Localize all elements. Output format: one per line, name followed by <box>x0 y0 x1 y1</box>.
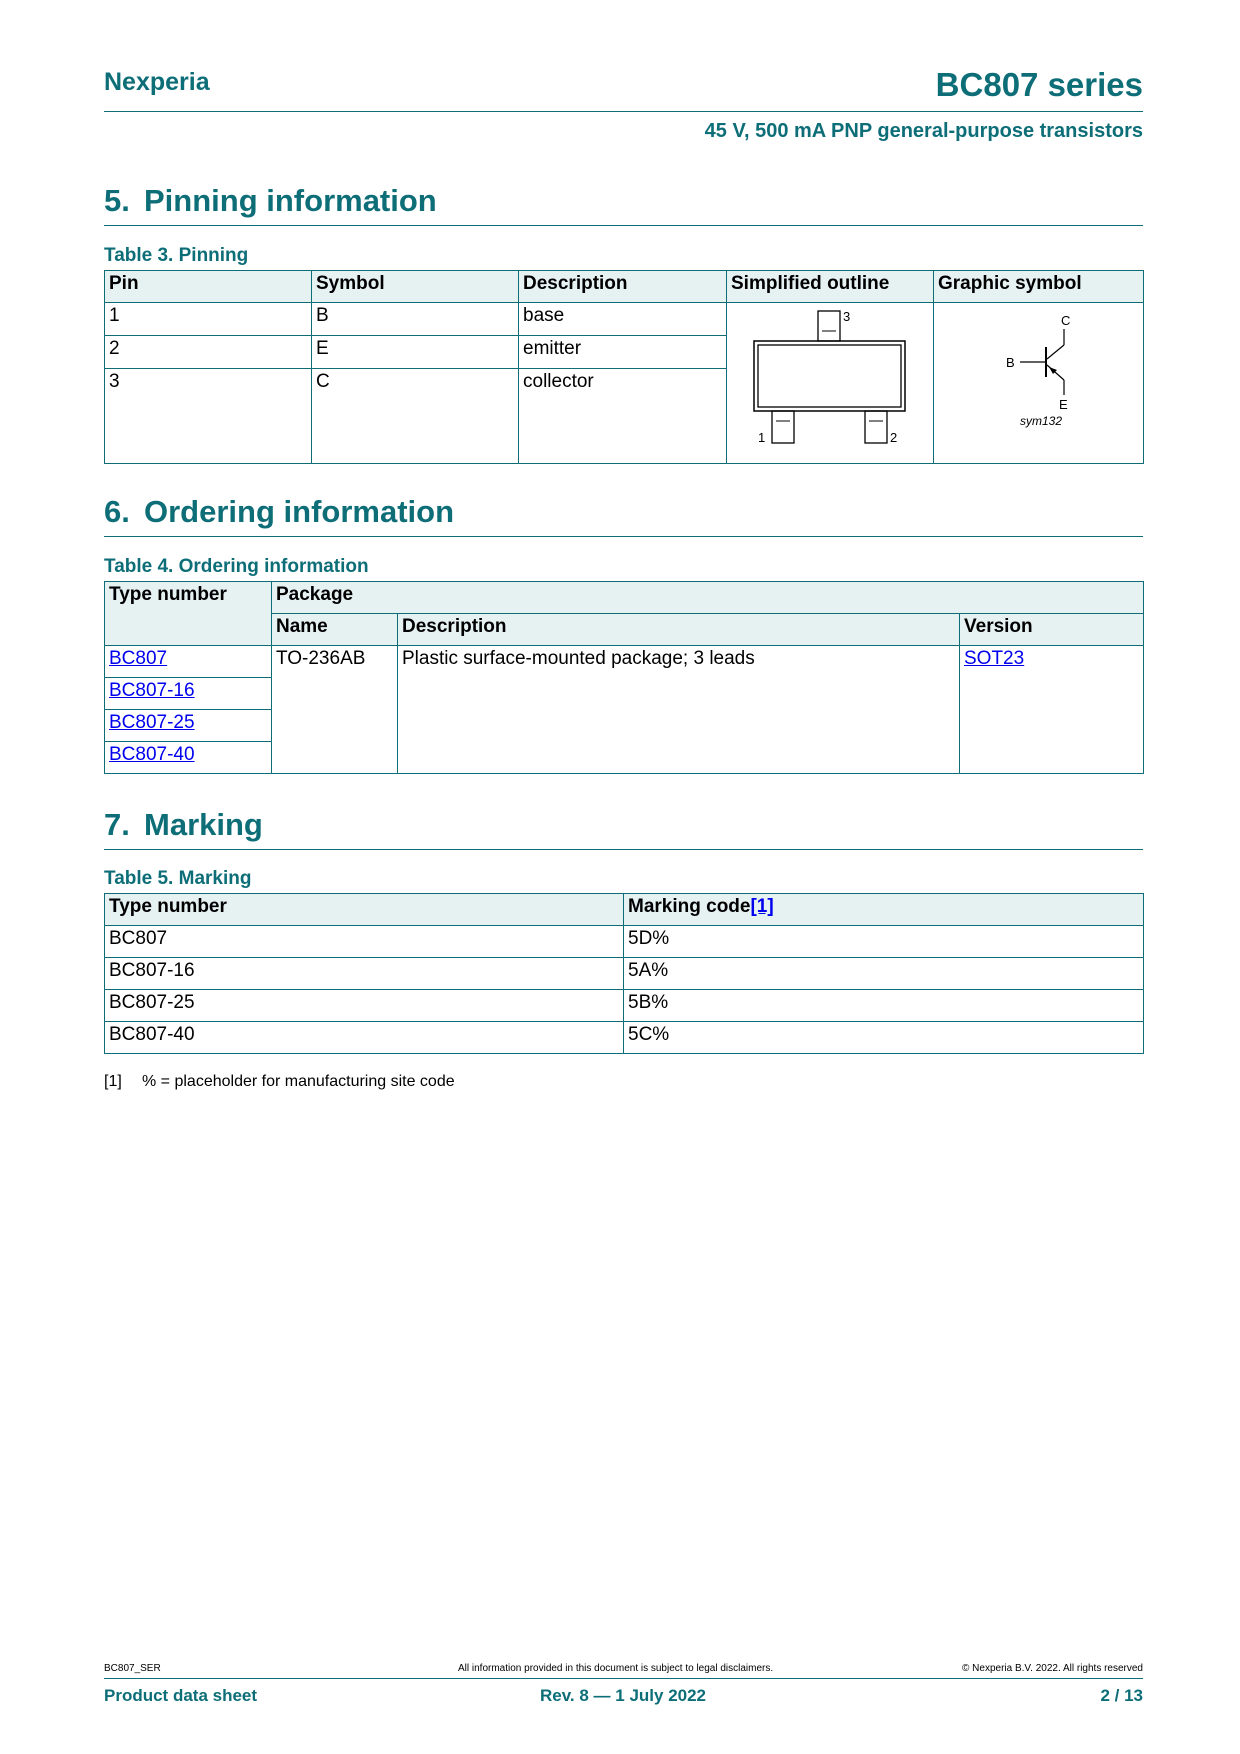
type-number-cell: BC807-40 <box>105 1022 624 1054</box>
footer-document-type: Product data sheet <box>104 1686 258 1705</box>
column-header: Description <box>398 614 960 646</box>
column-header: Name <box>272 614 398 646</box>
footer-rule <box>104 1678 1143 1679</box>
column-header: Pin <box>105 271 312 303</box>
package-name-cell: TO-236AB <box>272 646 398 774</box>
marking-code-cell: 5C% <box>624 1022 1144 1054</box>
type-number-cell <box>105 646 272 678</box>
table-row <box>105 1022 1144 1054</box>
footer-page-number: 2 / 13 <box>1100 1686 1143 1705</box>
column-header: Simplified outline <box>727 271 934 303</box>
pin1-label: 1 <box>758 430 766 445</box>
column-header: Package <box>272 582 1144 614</box>
type-number-link[interactable]: BC807-16 <box>109 680 195 701</box>
sot23-outline-drawing <box>727 303 933 457</box>
section-title: Pinning information <box>144 183 437 218</box>
description-cell: base <box>519 303 727 336</box>
section-heading-pinning <box>104 183 1143 226</box>
section-number: 7. <box>104 807 130 842</box>
column-header: Version <box>960 614 1144 646</box>
column-header: Type number <box>105 894 624 926</box>
pin2-label: 2 <box>890 430 898 445</box>
footnote-number: [1] <box>104 1073 122 1090</box>
type-number-cell <box>105 742 272 774</box>
type-number-link[interactable]: BC807-40 <box>109 744 195 765</box>
marking-code-cell: 5B% <box>624 990 1144 1022</box>
column-header: Symbol <box>312 271 519 303</box>
footnote-text: % = placeholder for manufacturing site code <box>142 1073 455 1090</box>
footer-copyright: © Nexperia B.V. 2022. All rights reserved <box>962 1663 1143 1674</box>
type-number-cell <box>105 678 272 710</box>
table-header-row <box>105 894 1144 926</box>
marking-code-cell: 5D% <box>624 926 1144 958</box>
type-number-cell: BC807-16 <box>105 958 624 990</box>
pin-cell: 2 <box>105 336 312 369</box>
symbol-reference: sym132 <box>1020 414 1063 428</box>
type-number-cell: BC807-25 <box>105 990 624 1022</box>
column-header: Description <box>519 271 727 303</box>
document-title: BC807 series <box>935 66 1143 103</box>
brand-name: Nexperia <box>104 68 210 96</box>
type-number-cell <box>105 710 272 742</box>
column-header: Type number <box>105 582 272 646</box>
column-header <box>624 894 1144 926</box>
footer-revision: Rev. 8 — 1 July 2022 <box>540 1686 707 1705</box>
table-row <box>105 646 1144 678</box>
table-caption-ordering: Table 4. Ordering information <box>104 556 369 577</box>
column-header: Graphic symbol <box>934 271 1144 303</box>
table-header-row <box>105 271 1144 303</box>
symbol-cell: B <box>312 303 519 336</box>
marking-table <box>104 893 1144 1054</box>
description-cell: collector <box>519 369 727 464</box>
package-body-inner <box>758 345 901 407</box>
pinning-table <box>104 270 1144 464</box>
collector-label: C <box>1061 313 1071 328</box>
table-row <box>105 958 1144 990</box>
ordering-table <box>104 581 1144 774</box>
package-version-link[interactable]: SOT23 <box>964 648 1025 669</box>
base-label: B <box>1006 355 1015 370</box>
table-row <box>105 926 1144 958</box>
header-rule <box>104 111 1143 112</box>
pnp-transistor-symbol <box>934 303 1143 457</box>
description-cell: emitter <box>519 336 727 369</box>
marking-code-cell: 5A% <box>624 958 1144 990</box>
pin-cell: 3 <box>105 369 312 464</box>
pin1-lead <box>772 411 794 443</box>
section-number: 6. <box>104 494 130 529</box>
marking-code-header-label: Marking code <box>628 896 751 917</box>
type-number-link[interactable]: BC807 <box>109 648 168 669</box>
pin3-label: 3 <box>843 309 851 324</box>
section-heading-marking <box>104 807 1143 850</box>
package-description-cell: Plastic surface-mounted package; 3 leads <box>398 646 960 774</box>
table-caption-marking: Table 5. Marking <box>104 868 252 889</box>
footer-document-id: BC807_SER <box>104 1663 161 1674</box>
pin3-lead <box>818 311 840 341</box>
type-number-cell: BC807 <box>105 926 624 958</box>
simplified-outline-cell <box>727 303 934 464</box>
symbol-cell: E <box>312 336 519 369</box>
document-subtitle: 45 V, 500 mA PNP general-purpose transistors <box>704 120 1143 142</box>
table-caption-pinning: Table 3. Pinning <box>104 245 249 266</box>
section-number: 5. <box>104 183 130 218</box>
graphic-symbol-cell <box>934 303 1144 464</box>
table-row <box>105 990 1144 1022</box>
footnote <box>104 1073 455 1091</box>
section-heading-ordering <box>104 494 1143 537</box>
section-title: Marking <box>144 807 263 842</box>
pin-cell: 1 <box>105 303 312 336</box>
package-version-cell <box>960 646 1144 774</box>
type-number-link[interactable]: BC807-25 <box>109 712 195 733</box>
footer-disclaimer: All information provided in this document is subject to legal disclaimers. <box>458 1663 774 1674</box>
table-header-row <box>105 582 1144 614</box>
collector-line <box>1047 345 1064 359</box>
footnote-reference-link[interactable]: [1] <box>750 896 774 917</box>
pin2-lead <box>865 411 887 443</box>
section-title: Ordering information <box>144 494 454 529</box>
emitter-label: E <box>1059 397 1068 412</box>
package-body-outer <box>754 341 905 411</box>
symbol-cell: C <box>312 369 519 464</box>
table-row <box>105 303 1144 336</box>
